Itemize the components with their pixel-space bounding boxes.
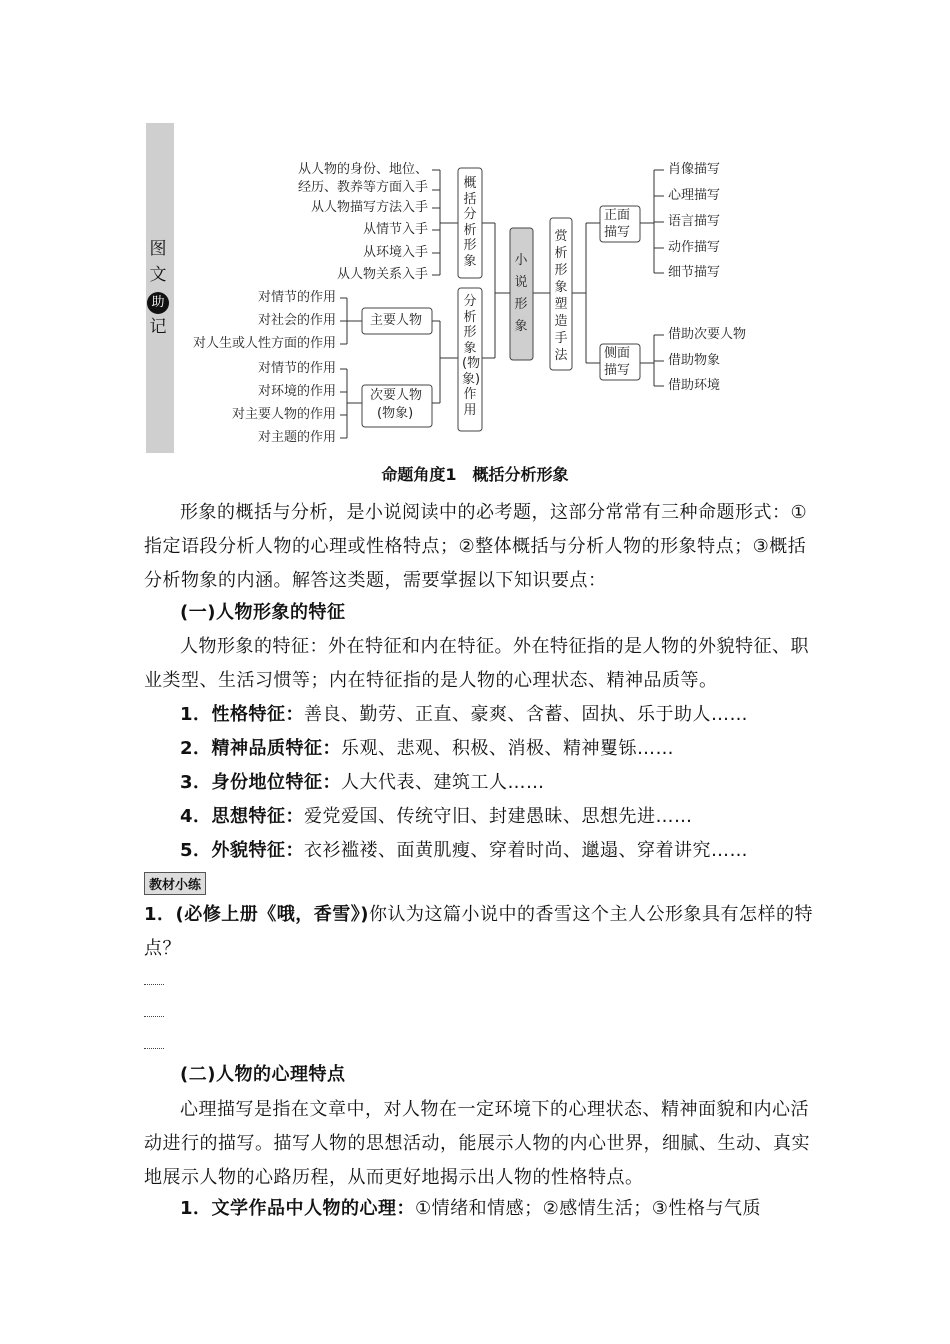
indirect-item: 借助次要人物 xyxy=(668,327,747,342)
section2-heading: (二)人物的心理特点 xyxy=(180,1064,346,1085)
feature-label: 2．精神品质特征： xyxy=(180,738,342,759)
mind-map-diagram xyxy=(140,118,820,458)
direct-item: 肖像描写 xyxy=(668,162,721,177)
feature-text: 人大代表、建筑工人…… xyxy=(341,772,545,793)
feature-text: 乐观、悲观、积极、消极、精神矍铄…… xyxy=(341,738,675,759)
secondary-role-item: 对主题的作用 xyxy=(257,430,336,445)
feature-item xyxy=(144,732,824,766)
direct-item: 细节描写 xyxy=(668,265,721,280)
section-title: 命题角度1 概括分析形象 xyxy=(381,465,569,484)
summary-box-text: 概括分析形象 xyxy=(463,176,477,269)
sidebar-label xyxy=(146,236,170,340)
secondary-role-label: 次要人物 xyxy=(370,388,423,403)
section2-paragraph: 心理描写是指在文章中，对人物在一定环境下的心理状态、精神面貌和内心活动进行的描写。描写人物的思想活动，能展示人物的内心世界，细腻、生动、真实地展示人物的心路历程，从而更好地揭示出人物的性格特点。 xyxy=(144,1099,810,1188)
answer-line[interactable] xyxy=(144,1016,164,1017)
indirect-item: 借助物象 xyxy=(668,353,721,368)
feature-label: 4．思想特征： xyxy=(180,806,305,827)
secondary-role-item: 对环境的作用 xyxy=(257,384,336,399)
left-item: 从人物关系入手 xyxy=(336,267,428,282)
indirect-label: 侧面描写 xyxy=(604,346,631,378)
question-source: 1．(必修上册《哦，香雪》) xyxy=(144,904,369,925)
point1 xyxy=(144,1192,824,1226)
feature-text: 衣衫褴褛、面黄肌瘦、穿着时尚、邋遢、穿着讲究…… xyxy=(304,840,749,861)
main-role-label: 主要人物 xyxy=(370,313,423,328)
center-box-text: 小说形象 xyxy=(514,253,528,334)
left-item: 经历、教养等方面入手 xyxy=(297,180,428,195)
main-role-item: 对情节的作用 xyxy=(257,290,336,305)
direct-item: 动作描写 xyxy=(668,240,721,255)
feature-text: 善良、勤劳、正直、豪爽、含蓄、固执、乐于助人…… xyxy=(304,704,749,725)
direct-item: 语言描写 xyxy=(668,214,721,229)
sidebar-char: 文 xyxy=(149,265,167,285)
intro-paragraph: 形象的概括与分析，是小说阅读中的必考题，这部分常常有三种命题形式：①指定语段分析人物的心理或性格特点；②整体概括与分析人物的形象特点；③概括分析物象的内涵。解答这类题，需要掌握以下知识要点： xyxy=(144,502,808,591)
section1-paragraph: 人物形象的特征：外在特征和内在特征。外在特征指的是人物的外貌特征、职业类型、生活习惯等；内在特征指的是人物的心理状态、精神品质等。 xyxy=(144,636,809,691)
feature-label: 3．身份地位特征： xyxy=(180,772,342,793)
point1-label: 1．文学作品中人物的心理： xyxy=(180,1198,416,1219)
direct-label: 正面描写 xyxy=(604,208,631,240)
direct-item: 心理描写 xyxy=(668,188,721,203)
left-item: 从人物的身份、地位、 xyxy=(297,162,428,177)
feature-item xyxy=(144,766,824,800)
feature-item xyxy=(144,800,824,834)
left-item: 从人物描写方法入手 xyxy=(310,200,428,215)
sidebar-char: 图 xyxy=(149,239,167,259)
answer-line[interactable] xyxy=(144,984,164,985)
feature-label: 5．外貌特征： xyxy=(180,840,305,861)
left-item: 从情节入手 xyxy=(362,222,428,237)
secondary-role-item: 对主要人物的作用 xyxy=(231,407,336,422)
feature-item xyxy=(144,834,824,868)
sidebar-char-highlight: 助 xyxy=(147,292,169,314)
role-box-text: 分析形象(物象)作用 xyxy=(462,294,481,418)
question-text: 你认为这篇小说中的香雪这个主人公形象具有怎样的特点？ xyxy=(144,904,813,959)
point1-text: ①情绪和情感；②感情生活；③性格与气质 xyxy=(415,1198,761,1219)
feature-label: 1．性格特征： xyxy=(180,704,305,725)
indirect-item: 借助环境 xyxy=(668,378,721,393)
secondary-role-item: 对情节的作用 xyxy=(257,361,336,376)
feature-item xyxy=(144,698,824,732)
practice-tag: 教材小练 xyxy=(144,872,206,895)
answer-line[interactable] xyxy=(144,1048,164,1049)
section1-heading: (一)人物形象的特征 xyxy=(180,602,346,623)
technique-box-text: 赏析形象塑造手法 xyxy=(554,229,568,363)
main-role-item: 对人生或人性方面的作用 xyxy=(192,336,336,351)
left-item: 从环境入手 xyxy=(362,245,428,260)
secondary-role-label: (物象) xyxy=(377,406,414,421)
feature-text: 爱党爱国、传统守旧、封建愚昧、思想先进…… xyxy=(304,806,693,827)
main-role-item: 对社会的作用 xyxy=(257,313,336,328)
sidebar-char: 记 xyxy=(149,317,167,337)
question xyxy=(144,898,824,966)
